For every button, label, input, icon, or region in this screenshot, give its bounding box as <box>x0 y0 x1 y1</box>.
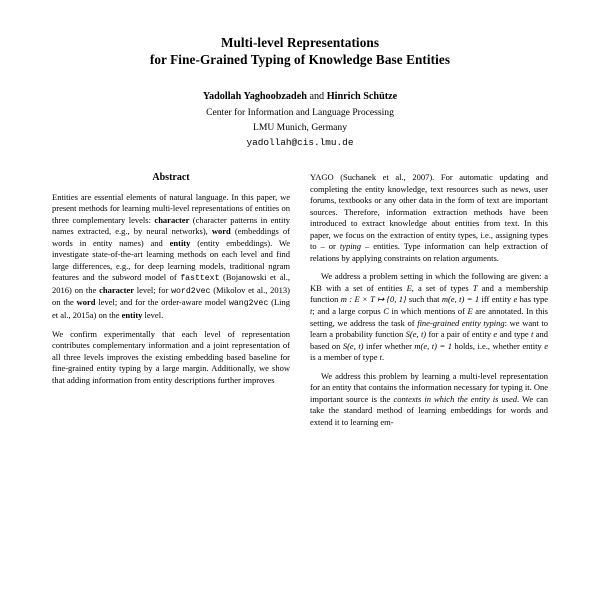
paper-title <box>52 34 548 68</box>
p2-text-e: iff entity <box>479 294 514 305</box>
abstract-text-i: (Bojanowski et al., 2016) on the <box>52 272 290 295</box>
p2-math-t2: t <box>531 329 534 340</box>
p3-text-a: We address this problem by learning a multi-level representation for an entity that contains the information necessary for typing it. One important source is the <box>310 370 548 404</box>
right-column <box>310 172 548 435</box>
affiliation-line-2: LMU Munich, Germany <box>252 122 348 133</box>
p2-math-E2: E <box>467 306 473 317</box>
p2-text-c: and a membership function <box>310 282 548 305</box>
abstract-text-o: level; and for the order-aware model <box>95 297 229 308</box>
p2-text-p: is a member of type <box>310 352 380 363</box>
p2-text-f: has type <box>517 294 549 305</box>
contact-email: yadollah@cis.lmu.de <box>246 137 354 148</box>
p2-math-m-def: m : E × T ↦ {0, 1} <box>340 294 407 305</box>
intro-text-b: – entities. Type information can help extraction of relations by applying constraints on relation arguments. <box>310 241 548 263</box>
p3-text-b: . We can take the standard method of learning embeddings for words and extend it to learning em- <box>310 393 548 427</box>
abstract-level-word: word <box>76 297 96 308</box>
abstract-text-e: (embeddings of words in entity names) and <box>52 226 290 248</box>
intro-text-a: YAGO (Suchanek et al., 2007). For automatic updating and completing the entity knowledge, text resources such as news, user forums, textbooks or any other data in the form of text are important sources. Therefore, information extraction methods have been introduced to extract knowledge about entities from text. In this paper, we focus on the extraction of entity types, i.e., assigning types to – or <box>310 172 548 252</box>
intro-paragraph-3 <box>310 371 548 429</box>
abstract-text-s: level. <box>142 310 164 321</box>
abstract-term-character: character <box>154 214 190 225</box>
abstract-paragraph-1 <box>52 192 290 322</box>
abstract-level-character: character <box>99 284 134 295</box>
abstract-term-entity: entity <box>169 237 191 248</box>
paper-authors <box>52 90 548 104</box>
paper-title-line2: for Fine-Grained Typing of Knowledge Base Entities <box>149 52 451 67</box>
abstract-text-m: (Mikolov et al., 2013) on the <box>52 284 291 308</box>
p2-text-g: ; and a large corpus <box>312 306 384 317</box>
paper-title-line1: Multi-level Representations <box>220 35 380 50</box>
p2-text-k: for a pair of entity <box>426 329 494 340</box>
abstract-paragraph-2: We confirm experimentally that each level of representation contributes complementary information and a joint representation of all three levels improves the existing embedding based baseline for fine-grained entity typing by a large margin. Additionally, we show that adding information from entity descriptions further improves <box>52 328 290 385</box>
p2-math-T: T <box>472 282 478 293</box>
abstract-term-word: word <box>211 226 231 237</box>
p2-math-t: t <box>310 306 313 317</box>
p2-text-o: holds, i.e., whether entity <box>451 340 545 351</box>
body-columns <box>52 172 548 435</box>
p2-math-e2: e <box>493 329 498 340</box>
abstract-heading: Abstract <box>152 172 190 183</box>
p2-text-q: . <box>382 352 385 363</box>
authors-conjunction: and <box>306 91 327 102</box>
p2-math-C: C <box>383 306 389 317</box>
p2-math-E: E <box>406 282 412 293</box>
p2-math-t3: t <box>379 352 383 363</box>
intro-paragraph-1 <box>310 172 548 264</box>
left-column <box>52 172 290 435</box>
abstract-model-fasttext: fasttext <box>180 274 220 284</box>
p2-math-met2: m(e, t) = 1 <box>414 340 452 351</box>
abstract-model-wang2vec: wang2vec <box>228 299 269 309</box>
p2-math-e3: e <box>544 340 548 351</box>
intro-term-typing: typing <box>339 241 362 252</box>
p2-math-S2: S(e, t) <box>342 340 364 351</box>
author-2: Hinrich Schütze <box>326 91 398 102</box>
abstract-level-entity: entity <box>121 310 143 321</box>
p2-term-fine-grained-entity-typing: fine-grained entity typing <box>417 317 505 328</box>
abstract-text-g: (entity embeddings). We investigate state-of-the-art learning methods on each level and find large differences, e.g., for deep learning models, traditional ngram features and the subword model of <box>52 237 290 283</box>
p2-text-n: infer whether <box>363 340 415 351</box>
abstract-model-word2vec: word2vec <box>171 286 211 296</box>
p2-math-met1: m(e, t) = 1 <box>441 294 480 305</box>
abstract-text-q: (Ling et al., 2015a) on the <box>52 297 290 321</box>
author-1: Yadollah Yaghoobzadeh <box>202 91 307 102</box>
p2-text-d: such that <box>406 294 442 305</box>
p2-math-e: e <box>513 294 518 305</box>
p3-term-contexts: contexts in which the entity is used <box>393 393 518 404</box>
abstract-text-k: level; for <box>133 284 172 295</box>
p2-text-i: are annotated. In this setting, we address the task of <box>310 306 548 328</box>
p2-text-l: and type <box>497 329 532 340</box>
p2-text-h: in which mentions of <box>388 306 468 317</box>
affiliation-line-1: Center for Information and Language Processing <box>206 107 394 118</box>
p2-text-j: : we want to learn a probability function <box>310 317 548 340</box>
intro-paragraph-2 <box>310 271 548 363</box>
p2-text-m: and based on <box>310 329 548 351</box>
p2-math-S: S(e, t) <box>405 329 427 340</box>
abstract-text-c: (character patterns in entity names extracted, e.g., by neural networks), <box>52 214 291 237</box>
p2-text-b: , a set of types <box>411 282 473 293</box>
abstract-text-a: Entities are essential elements of natural language. In this paper, we present methods for learning multi-level representations of entities on three complementary levels: <box>52 191 290 225</box>
p2-text-a: We address a problem setting in which the following are given: a KB with a set of entities <box>310 271 548 293</box>
